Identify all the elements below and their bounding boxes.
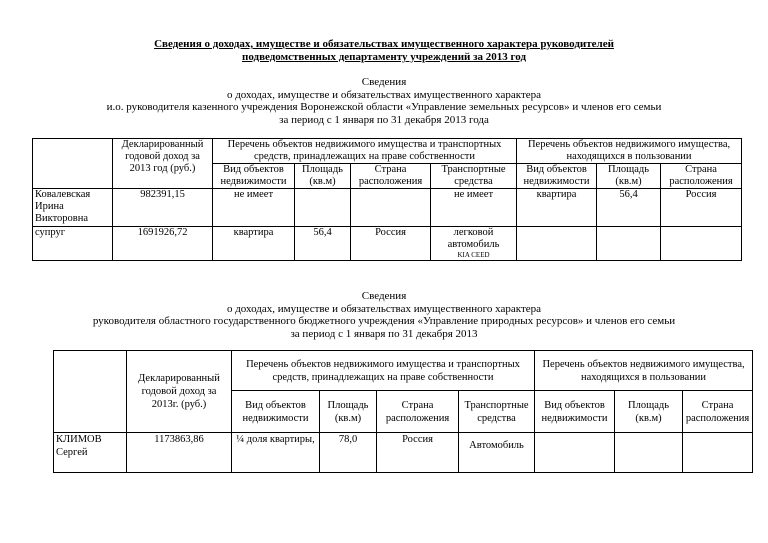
section-2-heading-line-1: Сведения [361,290,407,302]
vehicle: не имеет [431,189,517,227]
section-2-heading-line-2: о доходах, имуществе и обязательствах имущественного характера [226,302,542,315]
owned-object-type: квартира [213,227,295,261]
owned-country: Россия [351,227,431,261]
section-1-heading-line-4: за период с 1 января по 31 декабря 2013 года [279,113,489,126]
table-row [33,227,742,261]
person-name: Ковалевская Ирина Викторовна [33,189,113,227]
used-country [661,227,742,261]
vehicle-model: KIA CEED [457,251,490,259]
section-2-header-owned-area: Площадь (кв.м) [320,391,377,433]
section-1-header-used-type: Вид объектов недвижимости [517,164,597,189]
owned-object-type: ¼ доля квартиры, [232,433,320,473]
section-1-header-income: Декларированный годовой доход за 2013 год (руб.) [113,139,213,189]
used-country: Россия [661,189,742,227]
section-2-heading-line-4: за период с 1 января по 31 декабря 2013 [290,327,478,340]
section-2-header-owned-country: Страна расположения [377,391,459,433]
person-name: КЛИМОВ Сергей [54,433,127,473]
section-2-header-owned: Перечень объектов недвижимого имущества и транспортных средств, принадлежащих на праве собственности [232,351,535,391]
section-2-header-used-type: Вид объектов недвижимости [535,391,615,433]
vehicle: Автомобиль [459,433,535,473]
used-area [597,227,661,261]
section-1-header-owned-area: Площадь (кв.м) [295,164,351,189]
owned-area: 78,0 [320,433,377,473]
section-2-header-used-area: Площадь (кв.м) [615,391,683,433]
owned-country [351,189,431,227]
table-row [54,433,753,473]
section-1-header-vehicles: Транспортные средства [431,164,517,189]
section-1-header-used-area: Площадь (кв.м) [597,164,661,189]
section-1-heading-line-1: Сведения [361,76,407,88]
used-object-type [517,227,597,261]
section-1-heading-line-3: и.о. руководителя казенного учреждения Воронежской области «Управление земельных ресурсов» и членов его семьи [106,101,662,113]
owned-area [295,189,351,227]
section-1-heading-line-2: о доходах, имуществе и обязательствах имущественного характера [226,88,542,101]
section-2-header-name [54,351,127,433]
section-1-header-used-country: Страна расположения [661,164,742,189]
declared-income: 1173863,86 [127,433,232,473]
used-area: 56,4 [597,189,661,227]
vehicle-cell [431,227,517,261]
section-2-heading-line-3: руководителя областного государственного бюджетного учреждения «Управление природных ресурсов» и членов его семьи [92,315,676,327]
section-2-header-used: Перечень объектов недвижимого имущества, находящихся в пользовании [535,351,753,391]
section-1-table [32,138,742,261]
person-name: супруг [33,227,113,261]
document-title [0,38,768,64]
owned-object-type: не имеет [213,189,295,227]
section-2-header-vehicles: Транспортные средства [459,391,535,433]
section-1-header-used: Перечень объектов недвижимого имущества, находящихся в пользовании [517,139,742,164]
section-1-header-name [33,139,113,189]
used-area [615,433,683,473]
declared-income: 1691926,72 [113,227,213,261]
owned-country: Россия [377,433,459,473]
section-1-header-owned: Перечень объектов недвижимого имущества и транспортных средств, принадлежащих на праве собственности [213,139,517,164]
declared-income: 982391,15 [113,189,213,227]
section-2-header-used-country: Страна расположения [683,391,753,433]
document-title-line-1: Сведения о доходах, имуществе и обязательствах имущественного характера руководителей [154,38,614,50]
vehicle: легковой автомобиль [447,227,500,250]
section-1-heading [0,76,768,126]
used-object-type [535,433,615,473]
document-title-line-2: подведомственных департаменту учреждений за 2013 год [241,51,527,63]
section-1-header-owned-type: Вид объектов недвижимости [213,164,295,189]
section-2-table [53,350,753,473]
section-2-heading [0,290,768,340]
owned-area: 56,4 [295,227,351,261]
used-country [683,433,753,473]
section-1-header-owned-country: Страна расположения [351,164,431,189]
used-object-type: квартира [517,189,597,227]
section-2-header-owned-type: Вид объектов недвижимости [232,391,320,433]
table-row [33,189,742,227]
section-2-header-income: Декларированный годовой доход за 2013г. (руб.) [127,351,232,433]
